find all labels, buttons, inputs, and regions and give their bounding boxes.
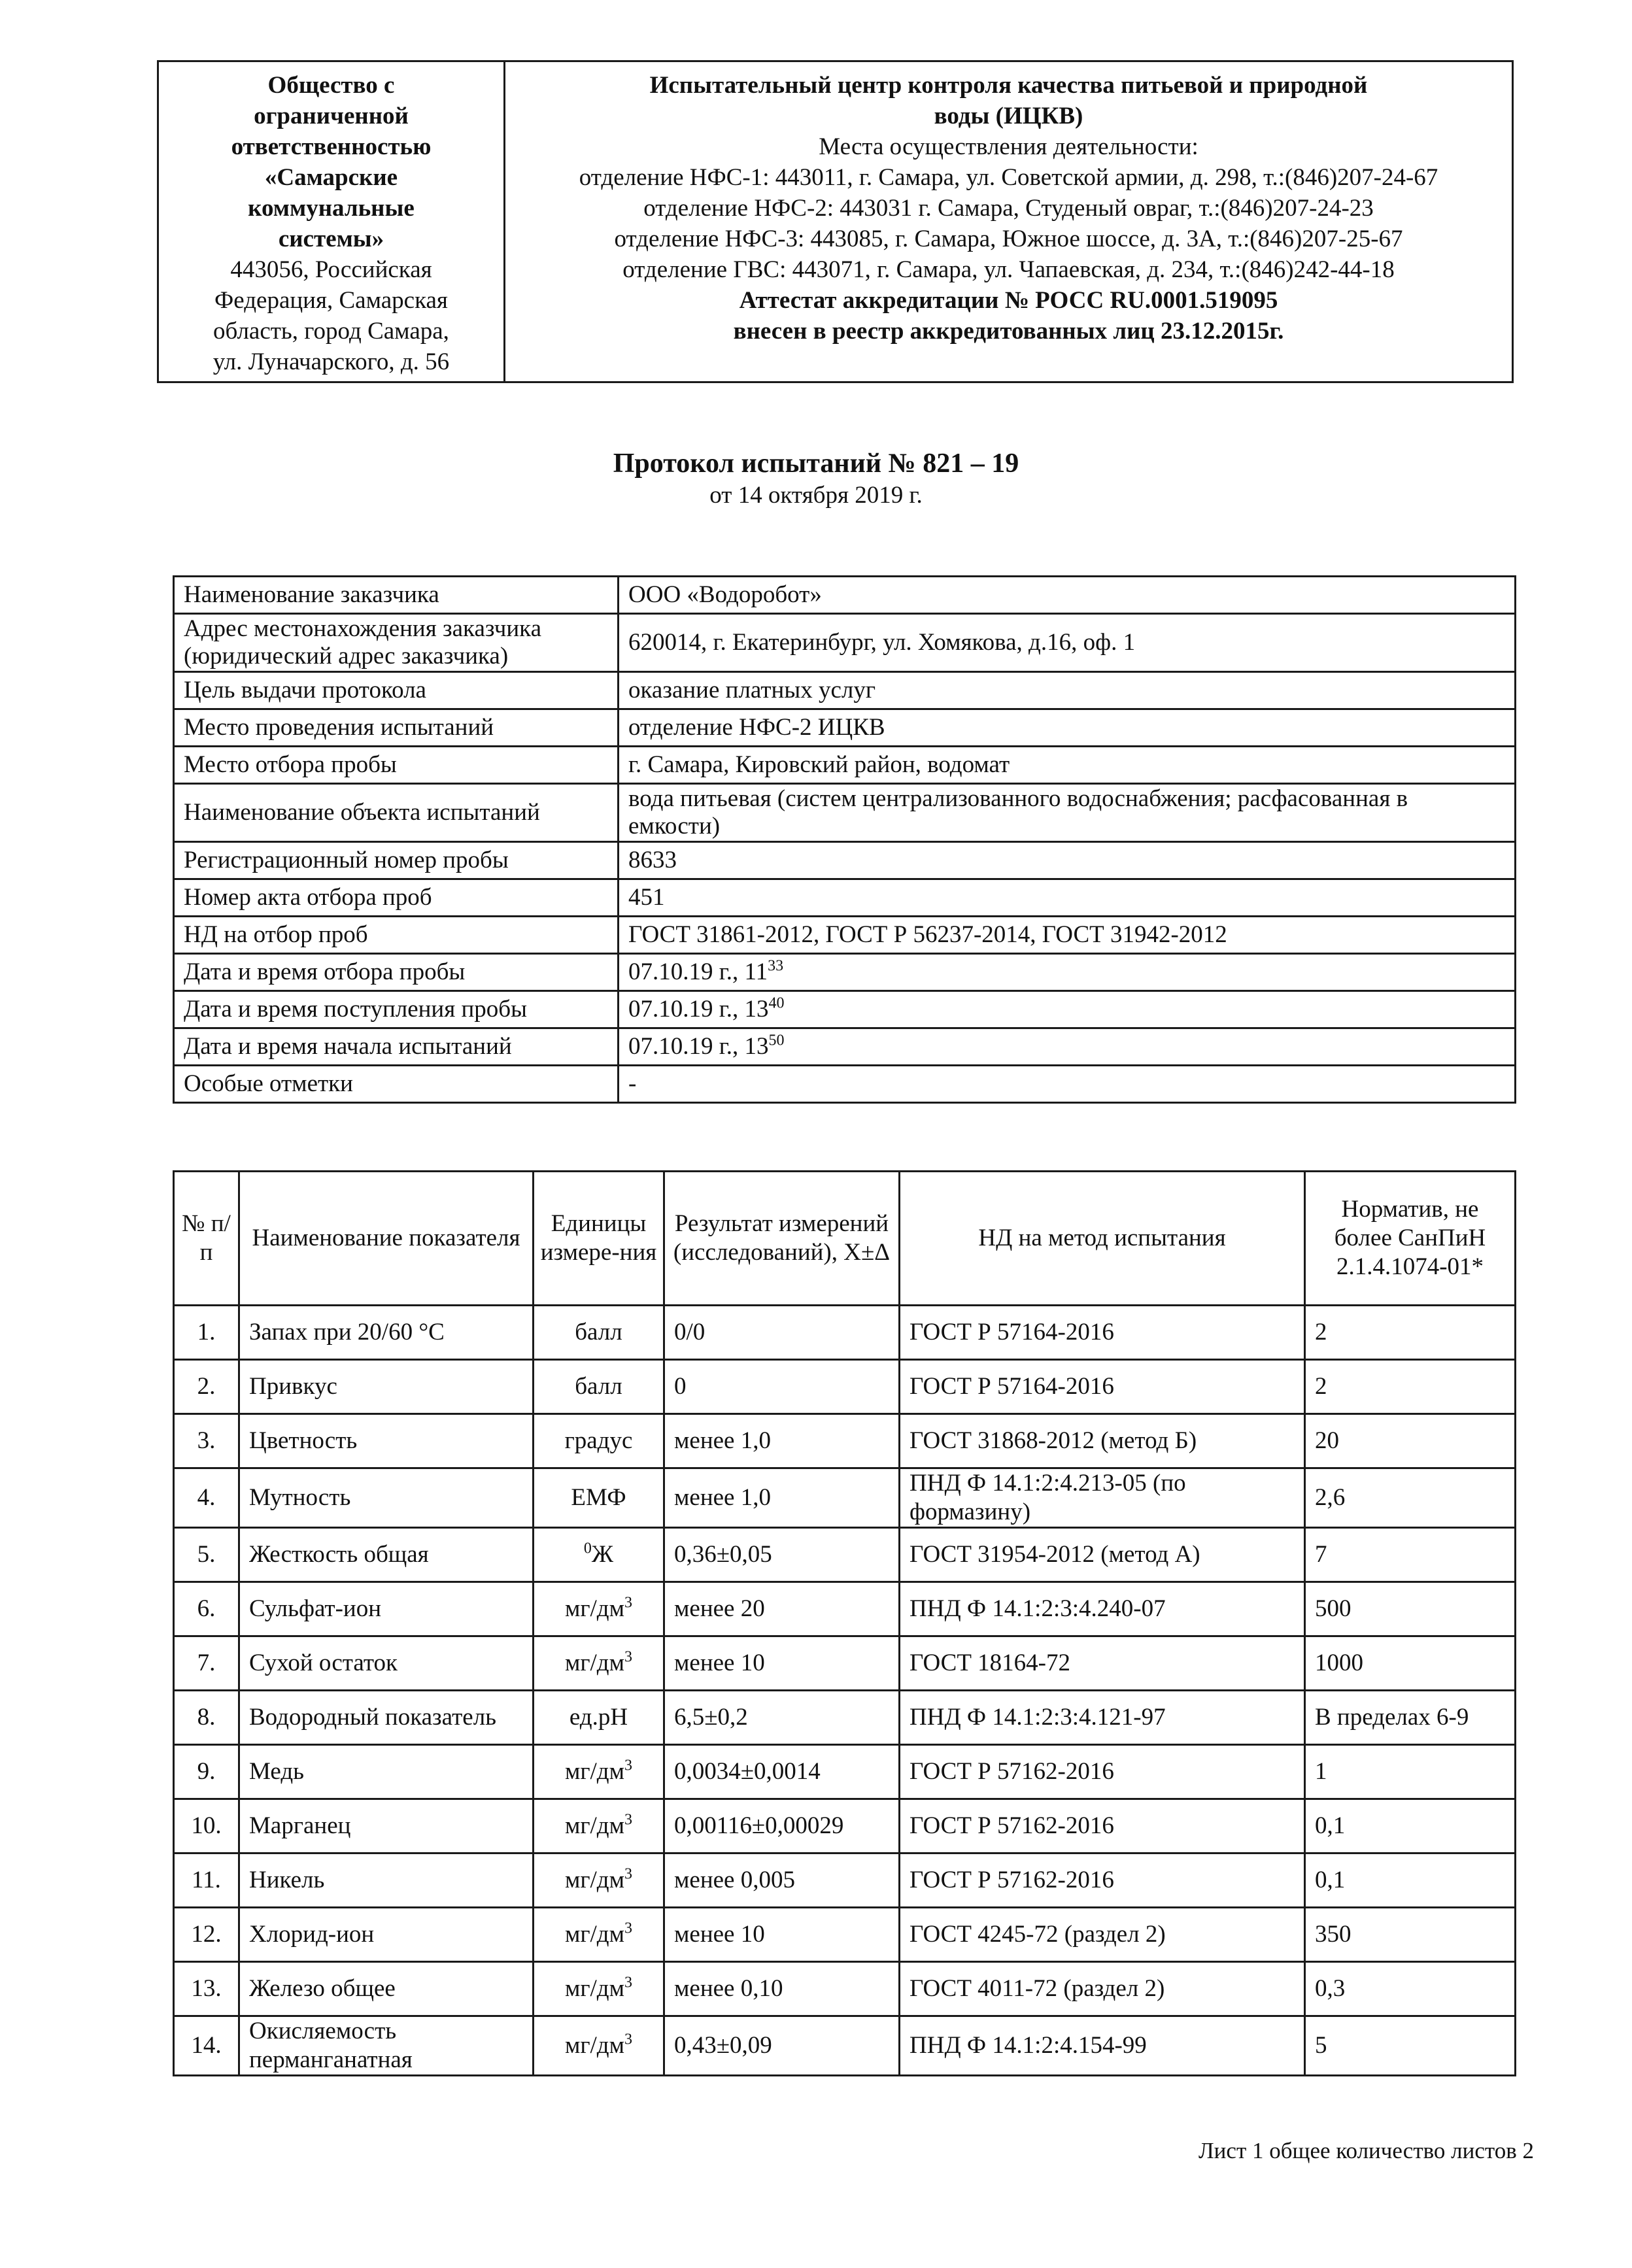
org-address-line: область, город Самара, <box>213 318 449 345</box>
info-value-text: ООО «Водоробот» <box>628 581 822 608</box>
unit-text: мг/дм <box>564 1595 625 1622</box>
lab-branch: отделение НФС-1: 443011, г. Самара, ул. Советской армии, д. 298, т.:(846)207-24-67 <box>579 164 1438 191</box>
info-value-text: - <box>628 1070 637 1097</box>
info-label: Дата и время начала испытаний <box>174 1028 619 1066</box>
unit-exponent: 3 <box>624 1920 633 1937</box>
result-row <box>174 2016 1516 2076</box>
indicator-name: Окисляемость перманганатная <box>239 2016 534 2076</box>
unit <box>534 1962 664 2016</box>
test-method: ПНД Ф 14.1:2:4.154-99 <box>900 2016 1305 2076</box>
result-row <box>174 1306 1516 1360</box>
result-value: менее 0,005 <box>664 1853 900 1908</box>
time-minutes: 33 <box>768 957 784 975</box>
info-label: Цель выдачи протокола <box>174 672 619 709</box>
unit <box>534 1582 664 1636</box>
info-value-text: 07.10.19 г., 13 <box>628 1033 769 1060</box>
lab-title <box>515 70 1503 131</box>
test-method: ГОСТ Р 57164-2016 <box>900 1360 1305 1414</box>
result-row <box>174 1360 1516 1414</box>
result-row <box>174 1636 1516 1691</box>
norm-value: 0,3 <box>1305 1962 1516 2016</box>
lab-branch: отделение НФС-3: 443085, г. Самара, Южное шоссе, д. 3А, т.:(846)207-25-67 <box>614 226 1403 252</box>
unit <box>534 1691 664 1745</box>
test-method: ПНД Ф 14.1:2:3:4.240-07 <box>900 1582 1305 1636</box>
test-method: ГОСТ Р 57162-2016 <box>900 1799 1305 1853</box>
unit-degree-sup: 0 <box>583 1540 592 1557</box>
norm-value: 2,6 <box>1305 1468 1516 1528</box>
result-value: 0,43±0,09 <box>664 2016 900 2076</box>
org-address-line: Федерация, Самарская <box>214 287 448 314</box>
unit-exponent: 3 <box>624 2031 633 2048</box>
result-row <box>174 1468 1516 1528</box>
row-number: 14. <box>174 2016 239 2076</box>
result-value: 6,5±0,2 <box>664 1691 900 1745</box>
header-num: № п/п <box>174 1172 239 1306</box>
unit-text: мг/дм <box>564 1975 625 2002</box>
org-line: ответственностью <box>231 133 432 160</box>
indicator-name: Медь <box>239 1745 534 1799</box>
result-value: менее 20 <box>664 1582 900 1636</box>
header-table <box>157 60 1514 383</box>
info-value-text: ГОСТ 31861-2012, ГОСТ Р 56237-2014, ГОСТ 31942-2012 <box>628 921 1227 948</box>
results-table <box>173 1170 1516 2076</box>
info-label: Дата и время отбора пробы <box>174 954 619 991</box>
row-number: 13. <box>174 1962 239 2016</box>
indicator-name: Никель <box>239 1853 534 1908</box>
info-value-text: оказание платных услуг <box>628 677 876 703</box>
info-row <box>174 1066 1516 1103</box>
time-minutes: 40 <box>768 994 785 1012</box>
unit-exponent: 3 <box>624 1594 633 1612</box>
info-value-text: 451 <box>628 884 665 911</box>
org-line: коммунальные <box>248 195 415 222</box>
info-label: Место проведения испытаний <box>174 709 619 747</box>
test-method: ПНД Ф 14.1:2:3:4.121-97 <box>900 1691 1305 1745</box>
test-method: ГОСТ 4245-72 (раздел 2) <box>900 1908 1305 1962</box>
result-value: 0 <box>664 1360 900 1414</box>
test-method: ГОСТ 31868-2012 (метод Б) <box>900 1414 1305 1468</box>
row-number: 4. <box>174 1468 239 1528</box>
organization-name <box>168 70 494 254</box>
info-row <box>174 954 1516 991</box>
unit-text: градус <box>564 1427 633 1454</box>
norm-value: 1000 <box>1305 1636 1516 1691</box>
unit <box>534 1636 664 1691</box>
unit-text: мг/дм <box>564 1867 625 1893</box>
result-row <box>174 1691 1516 1745</box>
row-number: 9. <box>174 1745 239 1799</box>
org-line: ограниченной <box>254 103 409 129</box>
row-number: 3. <box>174 1414 239 1468</box>
accreditation-line: внесен в реестр аккредитованных лиц 23.12.2015г. <box>733 318 1284 345</box>
info-row <box>174 1028 1516 1066</box>
info-label: Место отбора пробы <box>174 747 619 784</box>
unit <box>534 1468 664 1528</box>
result-row <box>174 1414 1516 1468</box>
unit <box>534 1360 664 1414</box>
result-row <box>174 1908 1516 1962</box>
unit-text: Ж <box>591 1541 614 1568</box>
info-row <box>174 917 1516 954</box>
info-value-text: 07.10.19 г., 13 <box>628 996 769 1023</box>
info-value <box>619 784 1516 842</box>
protocol-date: от 14 октября 2019 г. <box>709 482 923 509</box>
result-row <box>174 1853 1516 1908</box>
lab-branch: отделение ГВС: 443071, г. Самара, ул. Чапаевская, д. 234, т.:(846)242-44-18 <box>622 256 1395 283</box>
info-value <box>619 1028 1516 1066</box>
unit <box>534 1853 664 1908</box>
indicator-name: Цветность <box>239 1414 534 1468</box>
result-value: менее 10 <box>664 1908 900 1962</box>
unit-text: мг/дм <box>564 1921 625 1948</box>
header-norm: Норматив, не более СанПиН 2.1.4.1074-01* <box>1305 1172 1516 1306</box>
norm-value: 5 <box>1305 2016 1516 2076</box>
unit-text: ЕМФ <box>571 1484 626 1511</box>
unit <box>534 1745 664 1799</box>
info-label: НД на отбор проб <box>174 917 619 954</box>
info-label: Дата и время поступления пробы <box>174 991 619 1028</box>
info-value <box>619 747 1516 784</box>
info-row <box>174 577 1516 614</box>
organization-cell <box>158 61 505 382</box>
info-value <box>619 954 1516 991</box>
norm-value: 7 <box>1305 1528 1516 1582</box>
row-number: 6. <box>174 1582 239 1636</box>
unit-exponent: 3 <box>624 1648 633 1666</box>
test-method: ГОСТ 4011-72 (раздел 2) <box>900 1962 1305 2016</box>
result-value: менее 0,10 <box>664 1962 900 2016</box>
lab-branch: отделение НФС-2: 443031 г. Самара, Студеный овраг, т.:(846)207-24-23 <box>643 195 1374 222</box>
result-row <box>174 1528 1516 1582</box>
lab-cell <box>505 61 1513 382</box>
indicator-name: Жесткость общая <box>239 1528 534 1582</box>
info-row <box>174 784 1516 842</box>
unit-text: мг/дм <box>564 1758 625 1785</box>
info-value <box>619 991 1516 1028</box>
org-line: Общество с <box>267 72 395 99</box>
info-label: Особые отметки <box>174 1066 619 1103</box>
norm-value: 2 <box>1305 1306 1516 1360</box>
unit-text: ед.рН <box>569 1704 628 1731</box>
info-value <box>619 614 1516 672</box>
norm-value: 500 <box>1305 1582 1516 1636</box>
test-method: ГОСТ 18164-72 <box>900 1636 1305 1691</box>
lab-places-label: Места осуществления деятельности: <box>819 133 1198 160</box>
info-value <box>619 917 1516 954</box>
result-value: менее 10 <box>664 1636 900 1691</box>
org-address-line: ул. Луначарского, д. 56 <box>212 348 450 375</box>
indicator-name: Привкус <box>239 1360 534 1414</box>
info-row <box>174 991 1516 1028</box>
org-line: «Самарские <box>264 164 398 191</box>
info-value-text: г. Самара, Кировский район, водомат <box>628 751 1010 778</box>
unit <box>534 1306 664 1360</box>
indicator-name: Водородный показатель <box>239 1691 534 1745</box>
info-label: Регистрационный номер пробы <box>174 842 619 879</box>
protocol-title: Протокол испытаний № 821 – 19 <box>613 449 1019 479</box>
accreditation <box>515 285 1503 347</box>
result-row <box>174 1582 1516 1636</box>
result-value: 0/0 <box>664 1306 900 1360</box>
result-value: 0,0034±0,0014 <box>664 1745 900 1799</box>
indicator-name: Марганец <box>239 1799 534 1853</box>
unit <box>534 1528 664 1582</box>
test-method: ПНД Ф 14.1:2:4.213-05 (по формазину) <box>900 1468 1305 1528</box>
info-value <box>619 842 1516 879</box>
lab-title-line: Испытательный центр контроля качества питьевой и природной <box>649 72 1368 99</box>
indicator-name: Сухой остаток <box>239 1636 534 1691</box>
result-value: 0,36±0,05 <box>664 1528 900 1582</box>
info-row <box>174 747 1516 784</box>
info-label: Адрес местонахождения заказчика (юридический адрес заказчика) <box>174 614 619 672</box>
info-label: Номер акта отбора проб <box>174 879 619 917</box>
info-value <box>619 709 1516 747</box>
info-row <box>174 672 1516 709</box>
unit-exponent: 3 <box>624 1811 633 1829</box>
row-number: 11. <box>174 1853 239 1908</box>
info-value-text: вода питьевая (систем централизованного водоснабжения; расфасованная в емкости) <box>628 785 1408 839</box>
info-value-text: 8633 <box>628 847 677 873</box>
unit <box>534 1799 664 1853</box>
indicator-name: Запах при 20/60 °С <box>239 1306 534 1360</box>
info-row <box>174 614 1516 672</box>
sample-info-table <box>173 575 1516 1104</box>
indicator-name: Хлорид-ион <box>239 1908 534 1962</box>
result-value: 0,00116±0,00029 <box>664 1799 900 1853</box>
org-line: системы» <box>278 226 384 252</box>
page-footer: Лист 1 общее количество листов 2 <box>1198 2138 1534 2163</box>
norm-value: В пределах 6-9 <box>1305 1691 1516 1745</box>
unit-text: мг/дм <box>564 2032 625 2059</box>
test-method: ГОСТ Р 57164-2016 <box>900 1306 1305 1360</box>
indicator-name: Железо общее <box>239 1962 534 2016</box>
unit <box>534 1908 664 1962</box>
info-label: Наименование объекта испытаний <box>174 784 619 842</box>
norm-value: 1 <box>1305 1745 1516 1799</box>
row-number: 12. <box>174 1908 239 1962</box>
norm-value: 0,1 <box>1305 1853 1516 1908</box>
time-minutes: 50 <box>768 1032 785 1049</box>
info-value <box>619 672 1516 709</box>
info-row <box>174 842 1516 879</box>
info-label: Наименование заказчика <box>174 577 619 614</box>
unit-text: мг/дм <box>564 1650 625 1676</box>
row-number: 8. <box>174 1691 239 1745</box>
norm-value: 350 <box>1305 1908 1516 1962</box>
results-header-row <box>174 1172 1516 1306</box>
unit <box>534 2016 664 2076</box>
info-row <box>174 879 1516 917</box>
test-method: ГОСТ 31954-2012 (метод А) <box>900 1528 1305 1582</box>
row-number: 1. <box>174 1306 239 1360</box>
unit-text: балл <box>575 1373 622 1400</box>
unit-text: мг/дм <box>564 1812 625 1839</box>
header-result: Результат измерений (исследований), Х±Δ <box>664 1172 900 1306</box>
test-method: ГОСТ Р 57162-2016 <box>900 1745 1305 1799</box>
norm-value: 2 <box>1305 1360 1516 1414</box>
info-value-text: 07.10.19 г., 11 <box>628 958 768 985</box>
unit-exponent: 3 <box>624 1974 633 1991</box>
unit <box>534 1414 664 1468</box>
info-value-text: 620014, г. Екатеринбург, ул. Хомякова, д.16, оф. 1 <box>628 629 1136 656</box>
test-method: ГОСТ Р 57162-2016 <box>900 1853 1305 1908</box>
lab-title-line: воды (ИЦКВ) <box>934 103 1083 129</box>
unit-exponent: 3 <box>624 1757 633 1774</box>
result-row <box>174 1962 1516 2016</box>
row-number: 2. <box>174 1360 239 1414</box>
info-row <box>174 709 1516 747</box>
indicator-name: Сульфат-ион <box>239 1582 534 1636</box>
row-number: 5. <box>174 1528 239 1582</box>
norm-value: 20 <box>1305 1414 1516 1468</box>
accreditation-line: Аттестат аккредитации № РОСС RU.0001.519095 <box>739 287 1278 314</box>
unit-exponent: 3 <box>624 1865 633 1883</box>
unit-text: балл <box>575 1319 622 1346</box>
row-number: 7. <box>174 1636 239 1691</box>
result-value: менее 1,0 <box>664 1414 900 1468</box>
indicator-name: Мутность <box>239 1468 534 1528</box>
org-address-line: 443056, Российская <box>230 256 432 283</box>
info-value-text: отделение НФС-2 ИЦКВ <box>628 714 885 741</box>
header-method: НД на метод испытания <box>900 1172 1305 1306</box>
info-value <box>619 879 1516 917</box>
info-value <box>619 1066 1516 1103</box>
norm-value: 0,1 <box>1305 1799 1516 1853</box>
info-value <box>619 577 1516 614</box>
row-number: 10. <box>174 1799 239 1853</box>
header-unit: Единицы измере-ния <box>534 1172 664 1306</box>
header-name: Наименование показателя <box>239 1172 534 1306</box>
result-value: менее 1,0 <box>664 1468 900 1528</box>
result-row <box>174 1799 1516 1853</box>
result-row <box>174 1745 1516 1799</box>
